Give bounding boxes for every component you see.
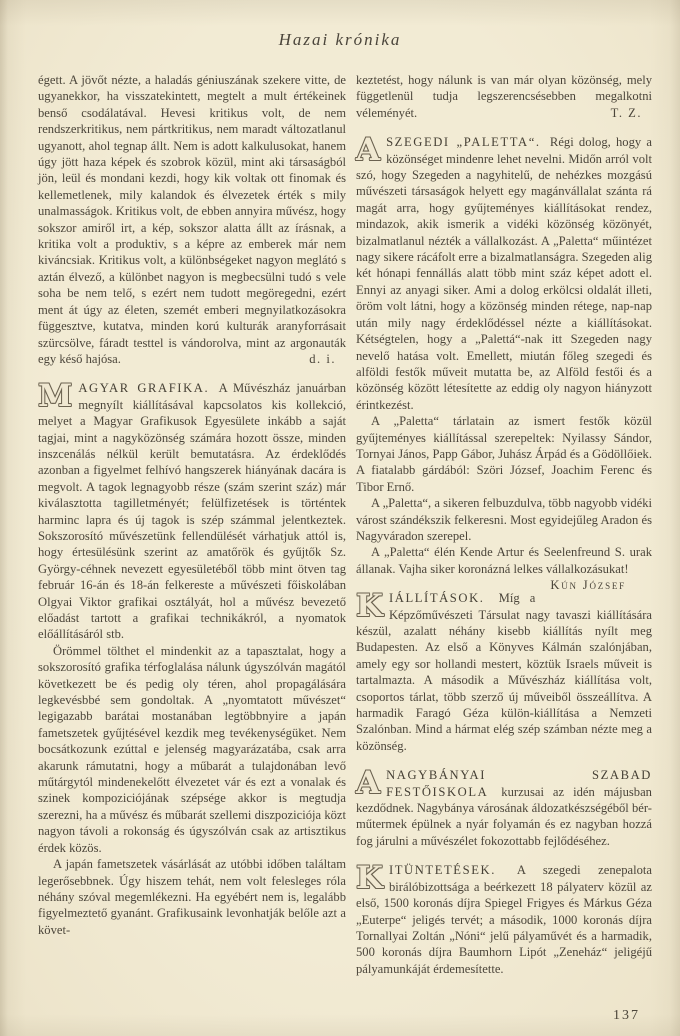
section-magyar-grafika (38, 380, 346, 643)
author-signature: Kún József (550, 578, 626, 593)
paragraph: Örömmel tölthet el mindenkit az a tapasztalat, hogy a sokszorosító grafika térfoglalása nálunk úgyszólván magától következett be és pedig oly téren, ahol propagálására legkevésbbé sem gondoltak. A „nyomtatott művészet“ legigazabb barátai mostanában legtöbbnyire a japán fametszetek gyűjtésével kezdik meg tevékenységüket. Nem bocsátkozunk ezúttal e jelenség magyarázatába, csak arra akarunk rámutatni, hogy a műbarát a tulajdonában levő műtárgytól mindenekelőtt élvezetet vár és ezt a vonalak és szinek kompoziciójának szépsége akkor is megtudja szerezni, ha a művész és műbarát szellemi diszpoziciója közt nagyon távoli a rokonság és úgyszólván csak az artisztikus érdek közös. (38, 643, 346, 855)
paragraph: A „Paletta“ tárlatain az ismert festők közül gyűjteményes kiállítással szerepeltek: Nyilassy Sándor, Tornyai János, Papp Gábor, Juhász Árpád és a Gödöllőiek. A fiatalabb gárdából: Szöri József, Joachim Ferenc és Tibor Ernő. (356, 414, 652, 494)
section-title: ITÜNTETÉSEK. (388, 863, 496, 878)
section-title: NAGYBÁNYAI SZABAD FESTŐISKOLA (386, 768, 652, 799)
section-title: IÁLLÍTÁSOK. (388, 591, 485, 606)
ornamental-initial: A (356, 765, 381, 802)
paragraph: A „Paletta“, a sikeren felbuzdulva, több nagyobb vidéki várost szándékszik felkeresni. Most egyidejűleg Aradon és Nagyváradon szerepel. (356, 496, 652, 543)
author-initials: T. Z. (610, 105, 642, 120)
section-kituntetesek (356, 862, 652, 977)
paragraph: A japán fametszetek vásárlását az utóbbi időben találtam legerősebbnek. Úgy hiszem tehát, nem volt felesleges róla néhány szóval megemlékezni. Ha egyébért nem is, legalább figyelmeztető gyanánt. Grafikusaink levonhatják belőle azt a követ- (38, 857, 346, 937)
continued-paragraph (356, 72, 652, 121)
section-nagybanyai (356, 767, 652, 849)
section-szegedi-paletta (356, 134, 652, 413)
section-text: A szegedi zenepalota birálóbizottsága a beérkezett 18 pályaterv közül az első, 1500 koronás díjra Spiegel Frigyes és Márkus Géza „Euterpe“ jeligés tervét; a második, 1000 koronás díjra Tornallyai Zoltán „Nóni“ jelű pályaművét és a harmadik, 500 koronás díjra Baumhorn Lipót „Zeneház“ jeligéjű pályamunkáját érdemesítette. (356, 863, 652, 976)
left-column (38, 72, 346, 938)
right-column (356, 72, 652, 977)
paragraph-text: keztetést, hogy nálunk is van már olyan közönség, mely függetlenül tudja legszerencsésebben megalkotni véleményét. (356, 73, 652, 120)
ornamental-initial: A (356, 132, 381, 169)
section-text: Míg a Képzőművészeti Társulat nagy tavaszi kiállítására készül, azalatt néhány kisebb kiállítás nyílt meg Budapesten. Az első a Könyves Kálmán szalónjában, amely egy sor hollandi mestert, köztük Israels műveit is tartalmazta. A második a Művészház kiállítása volt, csoportos tárlat, több szerző új műveiből összeállítva. A harmadik Faragó Géza külön-kiállítása a Nemzeti Szalónban. Mind a hármat elég szép számban nézte meg a közönség. (356, 591, 652, 753)
section-title: AGYAR GRAFIKA. (78, 381, 210, 396)
section-text: kurzusai az idén májusban kezdődnek. Nagybánya városának áldozatkészségéből bér-műtermek épülnek a nyár folyamán és ez nagyban hozzá fog járulni a művészélet fokozottabb fejlődéséhez. (356, 784, 652, 848)
running-head: Hazai krónika (278, 30, 402, 49)
section-kiallitasok (356, 590, 652, 754)
author-initials: d. i. (309, 351, 336, 366)
continued-paragraph (38, 72, 346, 367)
ornamental-initial: M (38, 378, 73, 415)
section-title: SZEGEDI „PALETTA“. (386, 135, 541, 150)
page-number: 137 (613, 1008, 640, 1023)
section-text: Régi dolog, hogy a közönséget mindenre lehet nevelni. Midőn arról volt szó, hogy Szegeden a nagyhitelű, de nehézkes mozgású művészeti társaságok helyett egy magánvállalat szánta rá magát arra, hogy gyűjteményes kiállításokat rendez, mindazok, akik ismerik a vidéki közönség közönyét, bizalmatlanul nézték a vállalkozást. A „Paletta“ műintézet nagy sikere rácáfolt erre a bizalmatlanságra. Szegeden alig két hónapi fennállás alatt több mint száz képet adott el. Ennyi az anyagi siker. Ami a dolog erkölcsi oldalát illeti, öröm volt látni, hogy a közönség minden rétege, nap-nap után mily nagy érdeklődéssel nézte a kiállításokat. Kétségtelen, hogy a „Palettá“-nak itt Szegeden nagy nevelő hatása volt. Emellett, miután főleg szegedi és alföldi festők műveit mutatta be, az Alföld festői és a közönség között létesítette az eddig oly nagyon hiányzott érintkezést. (356, 135, 652, 412)
ornamental-initial: K (356, 860, 383, 897)
paragraph-text: égett. A jövőt nézte, a haladás géniuszának szekere vitte, de ugyanekkor, ha visszatekintett, megtelt a mult értékeinek benső csodálatával. Hevesi kritikus volt, de nem rendszerkritikus, nem pártkritikus, nem maradt változatlanul ugyanott, ahol tegnap állt. Nem is adott kalkulusokat, hanem úgy jött haza képek és szobrok közül, mint aki társaságból jön, leül és mondani kezdi, hogy kik voltak ott finomak és kellemetlenek, mily kalandok és élvezetek érték s mily unalmasságok. Kritikus volt, de ebben annyira művész, hogy sokszor amiről irt, a kép, sokszor alatta állt az írásnak, a kritika volt a produktiv, s a képre az emberek már nem kiváncsiak. Kritikus volt, a különbségeket nagyon meglátó s aztán élvező, a különbet nagyon is megbecsülni tudó s vele soha be nem telő, s ezért nem tudott megöregedni, ezért ment át úgy az életen, szemét emberi megnyilatkozásokra függesztve, kutatva, minden korú kulturák aranyforrásait szürcsölve, fáradt testtel is vándorolva, mint az argonauták egy késő hajósa. (38, 73, 346, 366)
section-text: A Művészház januárban megnyílt kiállításával kapcsolatos kis kollekció, melyet a Magyar Grafikusok Egyesülete inkább a saját tagjai, mint a nagyközönség számára hozott össze, minden inszcenálás nélkül került bemutatásra. Az érdeklődés azonban a figyelmet felhívó hangszerek hiányának dacára is megvolt. A tagok legnagyobb része (szám szerint száz) már kiválasztotta tagilletményét; felülfizetések is történtek harminc lapra és új tagok is szép számmal jelentkeztek. Sokszorosító művészetünk fellendülését várhatjuk attól is, hogy értesülésünk szerint az amatőrök és gyűjtők Sz. György-céhnek nevezett egyesületéből több mint ötven tag február 16-án és 18-án felkereste a művészeti főiskolában Olgyai Viktor grafikai osztályát, hol a művész bevezető előadást tartott a grafikai technikákról, a nyomatok előállításáról stb. (38, 381, 346, 642)
paragraph-text: A „Paletta“ élén Kende Artur és Seelenfreund S. urak állanak. Vajha siker koronázná lelkes vállalkozásukat! (356, 545, 652, 576)
paragraph (356, 544, 652, 593)
ornamental-initial: K (356, 588, 383, 625)
